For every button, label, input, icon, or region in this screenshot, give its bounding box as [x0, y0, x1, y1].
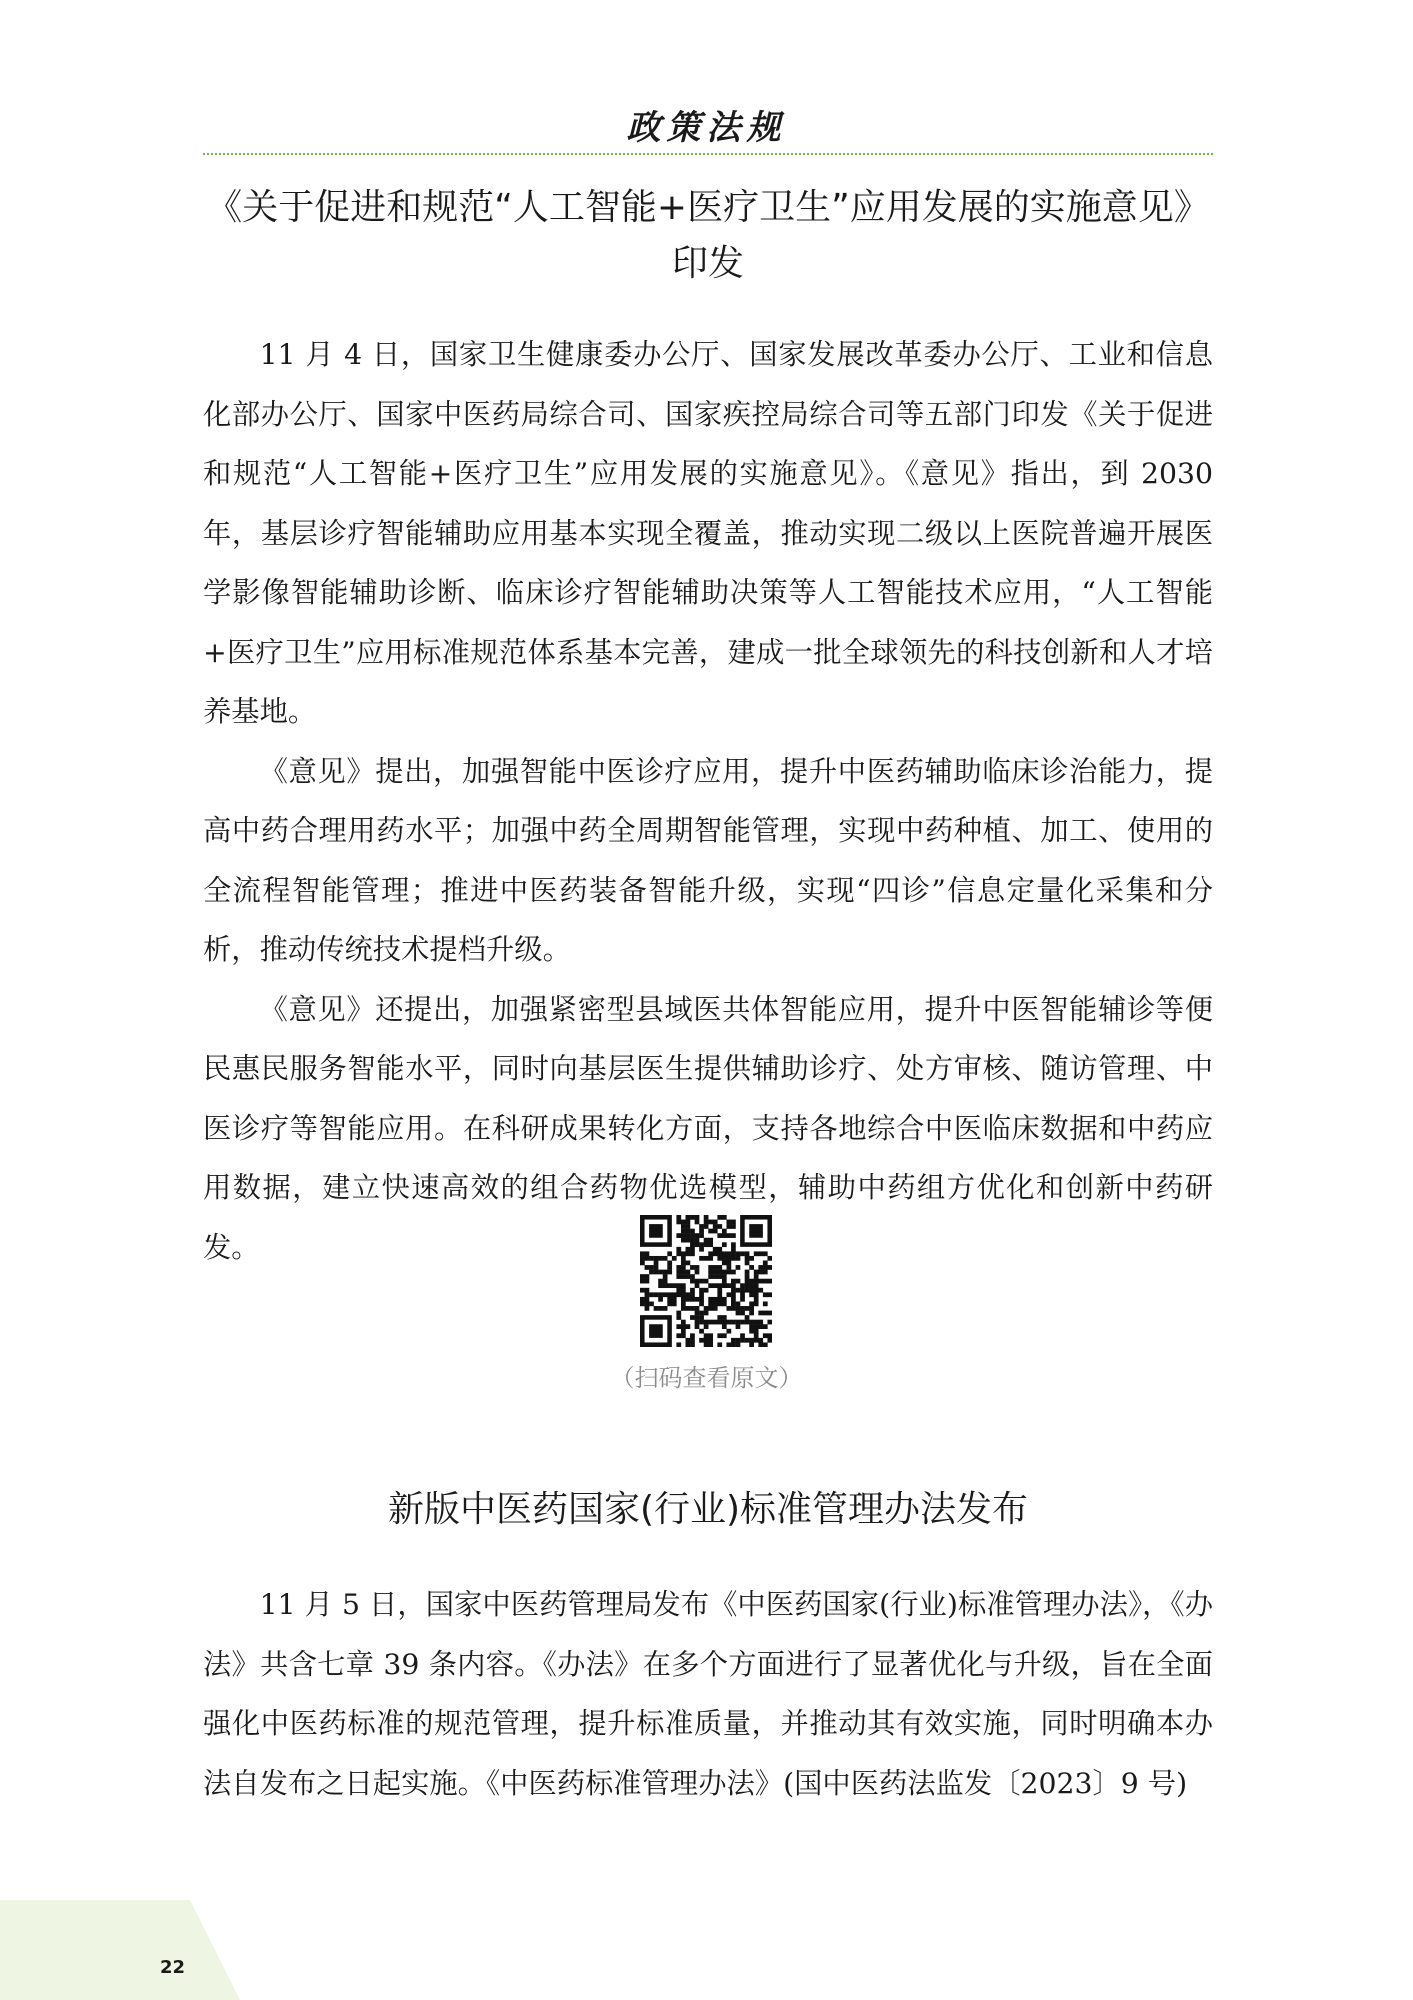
paragraph: 11 月 4 日，国家卫生健康委办公厅、国家发展改革委办公厅、工业和信息化部办公厅、国家中医药局综合司、国家疾控局综合司等五部门印发《关于促进和规范“人工智能+医疗卫生”应用发展的实施意见》。《意见》指出，到 2030 年，基层诊疗智能辅助应用基本实现全覆盖，推动实现二级以上医院普遍开展医学影像智能辅助诊断、临床诊疗智能辅助决策等人工智能技术应用，“人工智能+医疗卫生”应用标准规范体系基本完善，建成一批全球领先的科技创新和人才培养基地。: [203, 338, 1213, 728]
paragraph: 《意见》还提出，加强紧密型县域医共体智能应用，提升中医智能辅诊等便民惠民服务智能水平，同时向基层医生提供辅助诊疗、处方审核、随访管理、中医诊疗等智能应用。在科研成果转化方面，支持各地综合中医临床数据和中药应用数据，建立快速高效的组合药物优选模型，辅助中药组方优化和创新中药研发。: [203, 992, 1213, 1264]
section-header-title: 政策法规: [626, 108, 787, 148]
article-body: [203, 325, 1213, 1277]
page-number: 22: [160, 1957, 186, 1978]
page-corner-decoration: [0, 1900, 240, 2000]
article-title-2: 新版中医药国家(行业)标准管理办法发布: [387, 1489, 1029, 1530]
paragraph: 《意见》提出，加强智能中医诊疗应用，提升中医药辅助临床诊治能力，提高中药合理用药水平；加强中药全周期智能管理，实现中药种植、加工、使用的全流程智能管理；推进中医药装备智能升级，实现“四诊”信息定量化采集和分析，推动传统技术提档升级。: [203, 754, 1213, 966]
paragraph: 11 月 5 日，国家中医药管理局发布《中医药国家(行业)标准管理办法》，《办法》共含七章 39 条内容。《办法》在多个方面进行了显著优化与升级，旨在全面强化中医药标准的规范管理，提升标准质量，并推动其有效实施，同时明确本办法自发布之日起实施。《中医药标准管理办法》(国中医药法监发〔2023〕9 号): [203, 1588, 1213, 1800]
article-body-2: [203, 1575, 1213, 1813]
qr-code[interactable]: [640, 1215, 772, 1347]
article-title: 《关于促进和规范“人工智能+医疗卫生”应用发展的实施意见》印发: [206, 187, 1210, 284]
qr-caption: （扫码查看原文）: [610, 1364, 803, 1392]
header-divider: [203, 153, 1213, 155]
